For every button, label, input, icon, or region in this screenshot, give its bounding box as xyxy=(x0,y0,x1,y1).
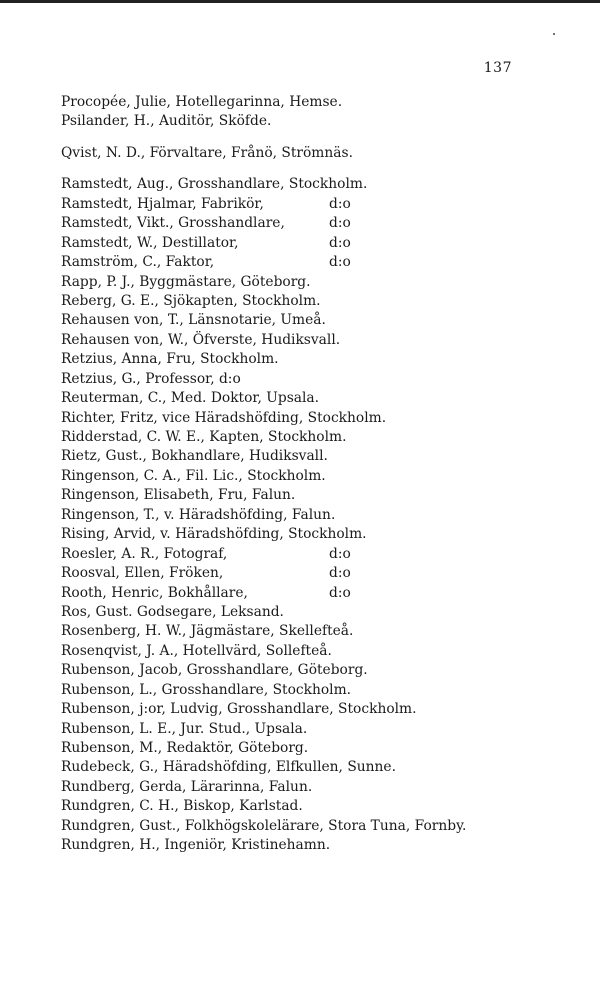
ditto-mark: d:o xyxy=(329,254,351,271)
entry-group xyxy=(61,93,581,132)
directory-entry xyxy=(61,720,581,739)
entry-text: Rehausen von, W., Öfverste, Hudiksvall. xyxy=(61,331,341,348)
directory-entry xyxy=(61,409,581,428)
directory-entry xyxy=(61,603,581,622)
ditto-mark: d:o xyxy=(329,545,351,562)
directory-entry xyxy=(61,350,581,369)
entry-text: Rubenson, j:or, Ludvig, Grosshandlare, Stockholm. xyxy=(61,701,417,718)
entry-text: Rapp, P. J., Byggmästare, Göteborg. xyxy=(61,273,311,290)
entry-text: Rundberg, Gerda, Lärarinna, Falun. xyxy=(61,778,313,795)
entry-text: Rosenqvist, J. A., Hotellvärd, Sollefteå. xyxy=(61,642,332,659)
entry-group xyxy=(61,144,581,163)
entry-text: Ringenson, C. A., Fil. Lic., Stockholm. xyxy=(61,467,326,484)
top-border-rule xyxy=(0,0,600,3)
directory-entry xyxy=(61,758,581,777)
directory-entry xyxy=(61,739,581,758)
entry-text: Rubenson, L., Grosshandlare, Stockholm. xyxy=(61,681,352,698)
entry-text: Ramstedt, W., Destillator, xyxy=(61,234,239,251)
entry-text: Ramstedt, Hjalmar, Fabrikör, xyxy=(61,195,264,212)
entry-text: Rising, Arvid, v. Häradshöfding, Stockholm. xyxy=(61,526,367,543)
directory-entry xyxy=(61,545,581,564)
ditto-mark: d:o xyxy=(329,195,351,212)
entry-text: Roesler, A. R., Fotograf, xyxy=(61,545,228,562)
directory-entry xyxy=(61,642,581,661)
directory-entry xyxy=(61,661,581,680)
entry-text: Ramström, C., Faktor, xyxy=(61,254,215,271)
directory-entry xyxy=(61,311,581,330)
entry-text: Retzius, G., Professor, d:o xyxy=(61,370,241,387)
entry-group xyxy=(61,175,581,855)
directory-list xyxy=(61,93,581,868)
entry-text: Rosenberg, H. W., Jägmästare, Skellefteå. xyxy=(61,623,354,640)
entry-text: Ridderstad, C. W. E., Kapten, Stockholm. xyxy=(61,429,347,445)
directory-entry xyxy=(61,447,581,466)
entry-text: Ringenson, T., v. Häradshöfding, Falun. xyxy=(61,506,336,523)
directory-entry xyxy=(61,292,581,311)
entry-text: Rubenson, L. E., Jur. Stud., Upsala. xyxy=(61,720,308,737)
ditto-mark: d:o xyxy=(329,565,351,582)
entry-text: Rundgren, C. H., Biskop, Karlstad. xyxy=(61,798,303,815)
entry-text: Rubenson, M., Redaktör, Göteborg. xyxy=(61,740,309,756)
entry-text: Ramstedt, Vikt., Grosshandlare, xyxy=(61,215,285,232)
entry-text: Rundgren, Gust., Folkhögskolelärare, Stora Tuna, Fornby. xyxy=(61,817,467,834)
directory-entry xyxy=(61,778,581,797)
entry-text: Rietz, Gust., Bokhandlare, Hudiksvall. xyxy=(61,448,328,465)
ditto-mark: d:o xyxy=(329,584,351,601)
entry-text: Ramstedt, Aug., Grosshandlare, Stockholm. xyxy=(61,176,368,193)
directory-entry xyxy=(61,389,581,408)
directory-entry xyxy=(61,112,581,131)
directory-entry xyxy=(61,700,581,719)
entry-text: Rudebeck, G., Häradshöfding, Elfkullen, Sunne. xyxy=(61,759,396,776)
directory-entry xyxy=(61,214,581,233)
entry-text: Rooth, Henric, Bokhållare, xyxy=(61,584,248,601)
directory-entry xyxy=(61,273,581,292)
directory-entry xyxy=(61,370,581,389)
directory-entry xyxy=(61,486,581,505)
directory-entry xyxy=(61,797,581,816)
directory-entry xyxy=(61,681,581,700)
entry-text: Ros, Gust. Godsegare, Leksand. xyxy=(61,603,284,620)
directory-entry xyxy=(61,564,581,583)
entry-text: Psilander, H., Auditör, Sköfde. xyxy=(61,113,272,130)
ditto-mark: d:o xyxy=(329,234,351,251)
entry-text: Rubenson, Jacob, Grosshandlare, Göteborg. xyxy=(61,662,368,679)
directory-entry xyxy=(61,195,581,214)
directory-entry xyxy=(61,817,581,836)
entry-text: Qvist, N. D., Förvaltare, Frånö, Strömnäs. xyxy=(61,144,353,161)
directory-entry xyxy=(61,836,581,855)
directory-entry xyxy=(61,331,581,350)
entry-text: Retzius, Anna, Fru, Stockholm. xyxy=(61,351,279,368)
entry-text: Rundgren, H., Ingeniör, Kristinehamn. xyxy=(61,837,331,854)
page-number: 137 xyxy=(483,60,512,76)
directory-entry xyxy=(61,584,581,603)
entry-text: Reuterman, C., Med. Doktor, Upsala. xyxy=(61,390,320,407)
entry-text: Rehausen von, T., Länsnotarie, Umeå. xyxy=(61,312,326,329)
directory-entry xyxy=(61,93,581,112)
print-speck xyxy=(553,33,555,35)
directory-entry xyxy=(61,253,581,272)
directory-entry xyxy=(61,234,581,253)
directory-entry xyxy=(61,175,581,194)
directory-entry xyxy=(61,144,581,163)
entry-text: Richter, Fritz, vice Häradshöfding, Stockholm. xyxy=(61,409,387,426)
directory-entry xyxy=(61,622,581,641)
entry-text: Roosval, Ellen, Fröken, xyxy=(61,565,224,582)
ditto-mark: d:o xyxy=(329,215,351,232)
directory-entry xyxy=(61,506,581,525)
entry-text: Reberg, G. E., Sjökapten, Stockholm. xyxy=(61,292,321,309)
directory-entry xyxy=(61,467,581,486)
entry-text: Ringenson, Elisabeth, Fru, Falun. xyxy=(61,487,296,504)
directory-entry xyxy=(61,428,581,447)
entry-text: Procopée, Julie, Hotellegarinna, Hemse. xyxy=(61,94,343,110)
directory-entry xyxy=(61,525,581,544)
